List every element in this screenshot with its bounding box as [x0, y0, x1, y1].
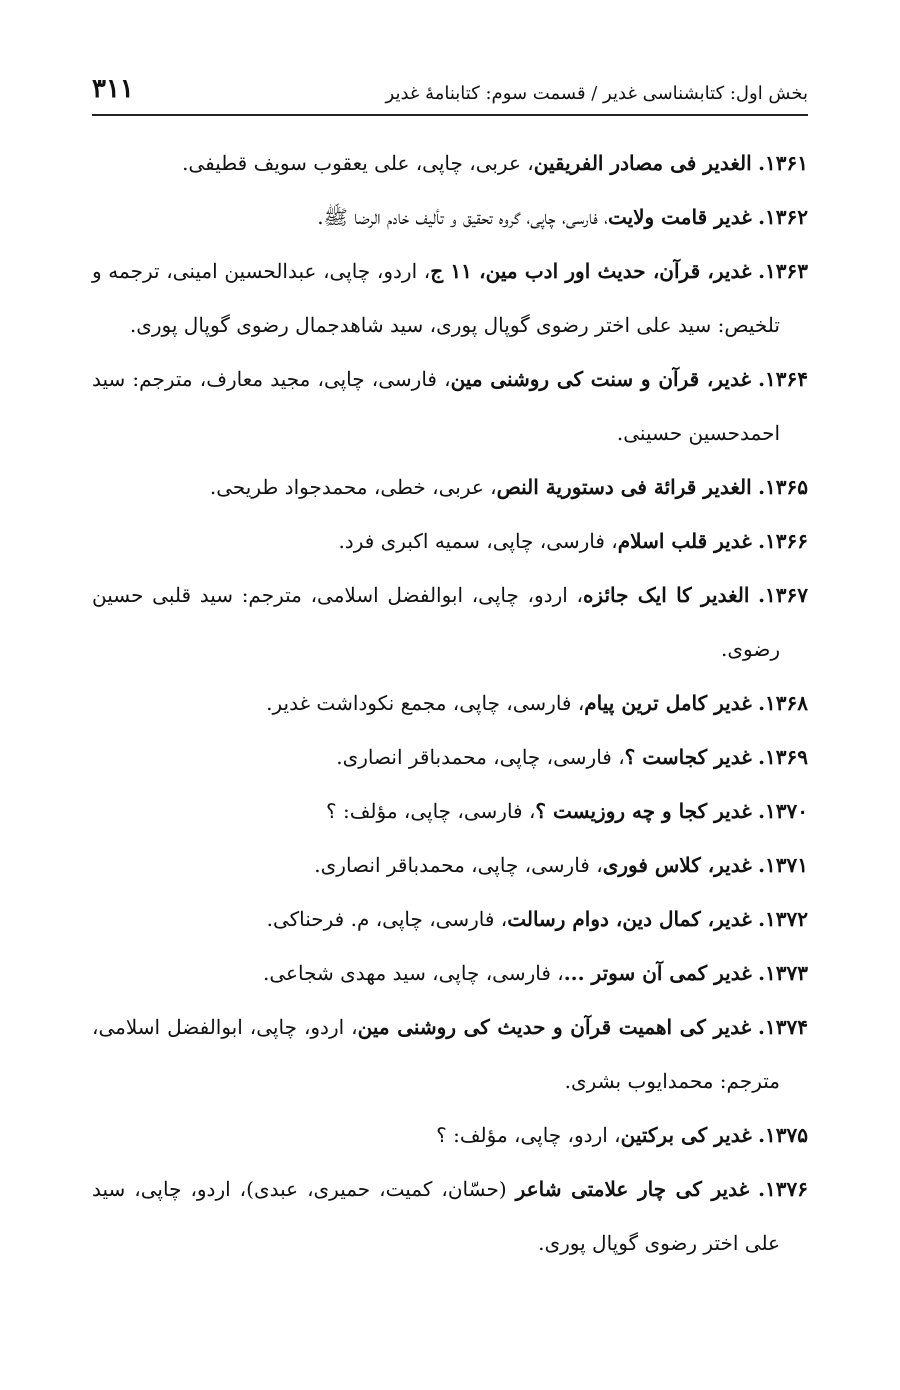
bibliography-entry [92, 244, 808, 352]
entry-details: (حسّان، کمیت، حمیری، عبدی)، اردو، چاپی، سید علی اختر رضوی گوپال پوری. [92, 1177, 780, 1255]
entry-number: ۱۳۷۵. [758, 1123, 808, 1147]
entry-title: الغدیر قرائة فی دستوریة النص [496, 475, 752, 499]
entry-title: غدیر کمی آن سوتر ... [563, 961, 752, 985]
entry-number: ۱۳۶۸. [758, 691, 808, 715]
bibliography-entry [92, 784, 808, 838]
page-number: ۳۱۱ [92, 74, 134, 104]
entry-number: ۱۳۶۱. [758, 151, 808, 175]
entry-details: ، اردو، چاپی، مؤلف: ؟ [436, 1123, 621, 1147]
entry-title: غدیر کی چار علامتی شاعر [515, 1177, 750, 1201]
bibliography-entry [92, 514, 808, 568]
entry-number: ۱۳۶۹. [758, 745, 808, 769]
entry-title: غدیر قلب اسلام [617, 529, 752, 553]
entry-number: ۱۳۶۴. [758, 367, 809, 391]
entry-details: ، فارسی، چاپی، محمدباقر انصاری. [314, 853, 603, 877]
bibliography-entry [92, 1000, 808, 1108]
bibliography-entry [92, 892, 808, 946]
entry-title: غدیر کجا و چه روزیست ؟ [535, 799, 752, 823]
entry-details: ، فارسی، چاپی، مجمع نکوداشت غدیر. [266, 691, 585, 715]
bibliography-entry [92, 730, 808, 784]
entry-number: ۱۳۷۴. [758, 1015, 808, 1039]
bibliography-entry [92, 568, 808, 676]
bibliography-entry [92, 190, 808, 244]
entry-details: ، فارسی، چاپی، گروه تحقیق و تألیف خادم الرضا ﷺ. [317, 205, 608, 229]
entry-details: ، فارسی، چاپی، سمیه اکبری فرد. [338, 529, 618, 553]
bibliography-entry [92, 946, 808, 1000]
bibliography-entry [92, 136, 808, 190]
entry-title: غدیر، کمال دین، دوام رسالت [507, 907, 752, 931]
entry-details: ، عربی، خطی، محمدجواد طریحی. [209, 475, 497, 499]
entry-details: ، فارسی، چاپی، مؤلف: ؟ [325, 799, 536, 823]
entry-title: غدیر کامل ترین پیام [584, 691, 752, 715]
entry-title: غدیر قامت ولایت [607, 205, 752, 229]
entry-number: ۱۳۷۰. [758, 799, 808, 823]
entry-title: غدیر کجاست ؟ [624, 745, 752, 769]
entry-details: ، اردو، چاپی، ابوالفضل اسلامی، مترجم: سید قلبی حسین رضوی. [92, 583, 780, 661]
bibliography-entry [92, 1162, 808, 1270]
entry-number: ۱۳۶۳. [758, 259, 809, 283]
bibliography-entry [92, 1108, 808, 1162]
running-title: بخش اول: کتابشناسی غدیر / قسمت سوم: کتابنامهٔ غدیر [385, 83, 808, 104]
entry-details: ، عربی، چاپی، علی یعقوب سویف قطیفی. [182, 151, 534, 175]
entry-number: ۱۳۷۱. [758, 853, 808, 877]
entry-details: ، اردو، چاپی، عبدالحسین امینی، ترجمه و تلخیص: سید علی اختر رضوی گوپال پوری، سید شاهدجمال رضوی گوپال پوری. [92, 259, 780, 337]
bibliography-entry [92, 676, 808, 730]
entry-title: غدیر کی برکتین [620, 1123, 752, 1147]
entry-details: ، فارسی، چاپی، سید مهدی شجاعی. [263, 961, 564, 985]
entry-number: ۱۳۶۶. [758, 529, 808, 553]
entry-title: غدیر، قرآن و سنت کی روشنی مین [450, 367, 751, 391]
entry-number: ۱۳۷۳. [758, 961, 808, 985]
bibliography-entry [92, 838, 808, 892]
page-header [92, 66, 808, 116]
entry-title: الغدیر فی مصادر الفریقین [533, 151, 752, 175]
bibliography-entry [92, 352, 808, 460]
bibliography-list [92, 136, 808, 1270]
entry-title: الغدیر کا ایک جائزه [582, 583, 750, 607]
entry-title: غدیر کی اهمیت قرآن و حدیث کی روشنی مین [357, 1015, 752, 1039]
entry-details: ، فارسی، چاپی، مجید معارف، مترجم: سید احمدحسین حسینی. [92, 367, 780, 445]
entry-number: ۱۳۶۷. [758, 583, 808, 607]
entry-details: ، فارسی، چاپی، محمدباقر انصاری. [336, 745, 625, 769]
entry-details: ، اردو، چاپی، ابوالفضل اسلامی، مترجم: محمدایوب بشری. [92, 1015, 780, 1093]
entry-number: ۱۳۷۶. [758, 1177, 808, 1201]
entry-details: ، فارسی، چاپی، م. فرحناکی. [266, 907, 508, 931]
entry-number: ۱۳۶۵. [758, 475, 808, 499]
entry-number: ۱۳۶۲. [758, 205, 808, 229]
bibliography-entry [92, 460, 808, 514]
entry-title: غدیر، کلاس فوری [602, 853, 752, 877]
entry-number: ۱۳۷۲. [758, 907, 808, 931]
entry-title: غدیر، قرآن، حدیث اور ادب مین، ۱۱ ج [430, 259, 752, 283]
